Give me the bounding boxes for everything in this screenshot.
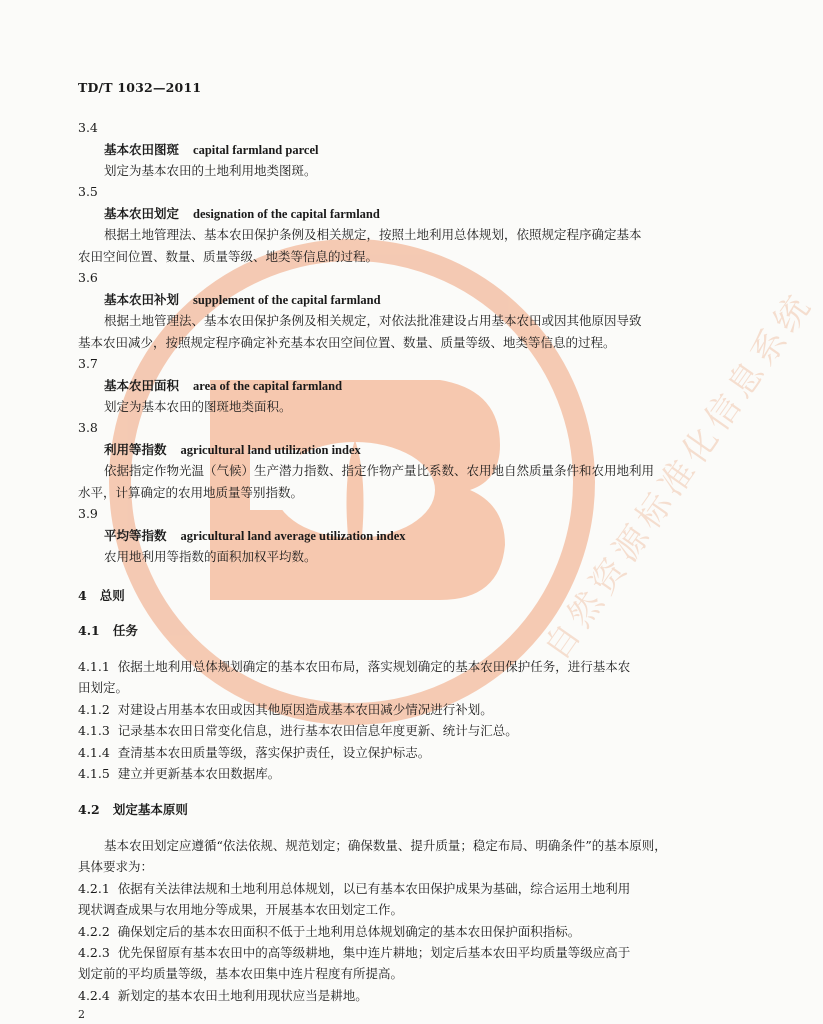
section-heading: [78, 588, 125, 604]
page-number: 2: [78, 1008, 85, 1021]
clause: [78, 945, 630, 961]
term-zh: 基本农田面积: [104, 378, 180, 393]
term-definition: 根据土地管理法、基本农田保护条例及相关规定，按照土地利用总体规划，依照规定程序确定基本: [104, 227, 642, 242]
clause: [78, 881, 630, 897]
clause-continuation: 田划定。: [78, 680, 129, 695]
clause-number: 4.1.3: [78, 723, 110, 738]
term-en: supplement of the capital farmland: [193, 293, 381, 307]
clause-text: 建立并更新基本农田数据库。: [117, 766, 281, 781]
clause-text: 依据土地利用总体规划确定的基本农田布局，落实规划确定的基本农田保护任务，进行基本农: [117, 659, 631, 674]
term-definition: 依据指定作物光温（气候）生产潜力指数、指定作物产量比系数、农用地自然质量条件和农用地利用: [104, 463, 655, 478]
term-zh: 利用等指数: [104, 442, 167, 457]
term-definition: 划定为基本农田的图斑地类面积。: [104, 399, 292, 414]
clause-number: 4.1.4: [78, 745, 110, 760]
clause-number: 4.2.1: [78, 881, 110, 896]
section-title: 总则: [99, 588, 125, 603]
term-zh: 基本农田补划: [104, 292, 180, 307]
term-en: agricultural land utilization index: [180, 443, 361, 457]
subsection-title: 任务: [112, 623, 138, 638]
paragraph: 具体要求为：: [78, 859, 154, 874]
clause: [78, 988, 368, 1004]
clause: [78, 659, 630, 675]
term-number: 3.4: [78, 120, 98, 135]
term-number: 3.7: [78, 356, 98, 371]
clause-text: 确保划定后的基本农田面积不低于土地利用总体规划确定的基本农田保护面积指标。: [117, 924, 581, 939]
term-heading: [104, 528, 406, 544]
clause-text: 优先保留原有基本农田中的高等级耕地，集中连片耕地；划定后基本农田平均质量等级应高于: [117, 945, 631, 960]
clause: [78, 723, 518, 739]
term-en: area of the capital farmland: [193, 379, 343, 393]
clause: [78, 702, 493, 718]
clause-number: 4.1.2: [78, 702, 110, 717]
watermark-text: 自然资源标准化信息系统: [536, 284, 822, 668]
clause-continuation: 划定前的平均质量等级，基本农田集中连片程度有所提高。: [78, 966, 404, 981]
clause-continuation: 现状调查成果与农用地分等成果，开展基本农田划定工作。: [78, 902, 404, 917]
term-definition: 水平，计算确定的农用地质量等别指数。: [78, 485, 304, 500]
subsection-number: 4.2: [78, 802, 100, 817]
clause-number: 4.2.3: [78, 945, 110, 960]
term-definition: 基本农田减少，按照规定程序确定补充基本农田空间位置、数量、质量等级、地类等信息的过程。: [78, 335, 616, 350]
term-definition: 根据土地管理法、基本农田保护条例及相关规定，对依法批准建设占用基本农田或因其他原因导致: [104, 313, 642, 328]
term-heading: [104, 142, 318, 158]
term-zh: 基本农田图斑: [104, 142, 180, 157]
term-heading: [104, 292, 381, 308]
term-definition: 农用地利用等指数的面积加权平均数。: [104, 549, 317, 564]
term-number: 3.5: [78, 184, 98, 199]
standard-code: TD/T 1032—2011: [78, 80, 202, 95]
term-heading: [104, 442, 361, 458]
term-definition: 划定为基本农田的土地利用地类图斑。: [104, 163, 317, 178]
subsection-number: 4.1: [78, 623, 100, 638]
term-heading: [104, 206, 380, 222]
clause-text: 查清基本农田质量等级，落实保护责任，设立保护标志。: [117, 745, 431, 760]
clause-text: 新划定的基本农田土地利用现状应当是耕地。: [117, 988, 368, 1003]
clause-text: 依据有关法律法规和土地利用总体规划，以已有基本农田保护成果为基础，综合运用土地利用: [117, 881, 631, 896]
clause-number: 4.1.5: [78, 766, 110, 781]
clause: [78, 924, 580, 940]
term-en: designation of the capital farmland: [193, 207, 380, 221]
clause: [78, 745, 430, 761]
term-zh: 平均等指数: [104, 528, 167, 543]
clause-number: 4.2.2: [78, 924, 110, 939]
term-number: 3.6: [78, 270, 98, 285]
subsection-heading: [78, 802, 188, 818]
term-definition: 农田空间位置、数量、质量等级、地类等信息的过程。: [78, 249, 379, 264]
clause-number: 4.1.1: [78, 659, 110, 674]
section-number: 4: [78, 588, 87, 603]
term-number: 3.9: [78, 506, 98, 521]
subsection-title: 划定基本原则: [112, 802, 188, 817]
term-number: 3.8: [78, 420, 98, 435]
term-en: agricultural land average utilization index: [180, 529, 406, 543]
term-heading: [104, 378, 342, 394]
term-en: capital farmland parcel: [193, 143, 319, 157]
clause-number: 4.2.4: [78, 988, 110, 1003]
subsection-heading: [78, 623, 138, 639]
clause-text: 记录基本农田日常变化信息，进行基本农田信息年度更新、统计与汇总。: [117, 723, 518, 738]
clause-text: 对建设占用基本农田或因其他原因造成基本农田减少情况进行补划。: [117, 702, 493, 717]
paragraph: 基本农田划定应遵循“依法依规、规范划定；确保数量、提升质量；稳定布局、明确条件”的基本原则，: [104, 838, 667, 853]
term-zh: 基本农田划定: [104, 206, 180, 221]
clause: [78, 766, 280, 782]
